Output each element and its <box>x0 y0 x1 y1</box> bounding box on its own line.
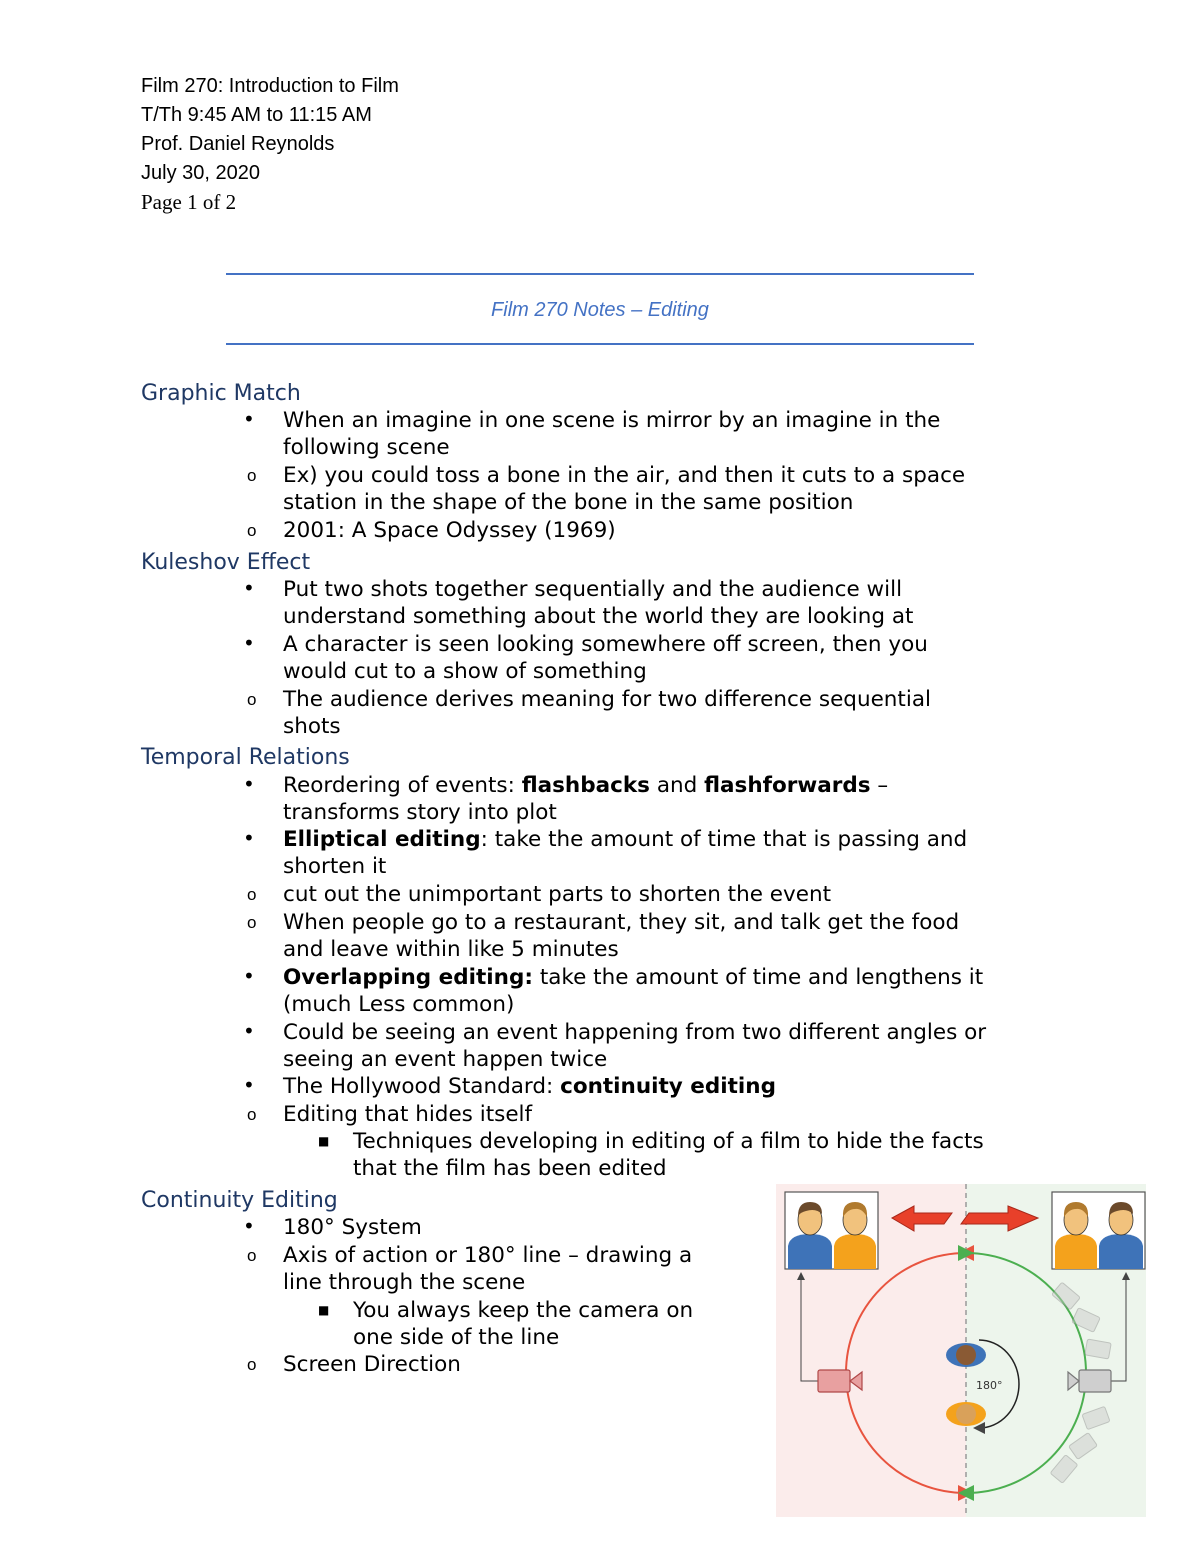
bullet-circle: o <box>247 466 257 485</box>
list-item: (much Less common) <box>283 992 515 1017</box>
title-rule-bottom <box>226 343 974 345</box>
bullet-circle: o <box>247 521 257 540</box>
list-item: station in the shape of the bone in the same position <box>283 490 854 515</box>
heading-continuity-editing: Continuity Editing <box>141 1188 338 1213</box>
bullet-circle: o <box>247 885 257 904</box>
list-item: 180° System <box>283 1215 422 1240</box>
list-item: Could be seeing an event happening from two different angles or <box>283 1020 987 1045</box>
angle-label: 180° <box>976 1379 1003 1392</box>
list-item: Ex) you could toss a bone in the air, and then it cuts to a space <box>283 463 966 488</box>
bullet-dot: • <box>243 1073 255 1097</box>
list-item: shots <box>283 714 341 739</box>
man-top-view-icon <box>946 1343 986 1367</box>
heading-graphic-match: Graphic Match <box>141 381 301 406</box>
list-item: Elliptical editing: take the amount of time that is passing and <box>283 827 968 852</box>
date: July 30, 2020 <box>141 162 260 184</box>
list-item: would cut to a show of something <box>283 659 647 684</box>
bullet-dot: • <box>243 631 255 655</box>
list-item: A character is seen looking somewhere off screen, then you <box>283 632 928 657</box>
bullet-circle: o <box>247 913 257 932</box>
list-item: When an imagine in one scene is mirror by an imagine in the <box>283 408 941 433</box>
list-item: 2001: A Space Odyssey (1969) <box>283 518 616 543</box>
bullet-dot: • <box>243 964 255 988</box>
list-item: one side of the line <box>353 1325 560 1350</box>
heading-kuleshov-effect: Kuleshov Effect <box>141 550 311 575</box>
professor-name: Prof. Daniel Reynolds <box>141 133 335 155</box>
list-item: that the film has been edited <box>353 1156 667 1181</box>
list-item: Techniques developing in editing of a film to hide the facts <box>353 1129 984 1154</box>
list-item: You always keep the camera on <box>353 1298 694 1323</box>
course-name: Film 270: Introduction to Film <box>141 75 399 97</box>
document-header <box>141 72 399 217</box>
class-schedule: T/Th 9:45 AM to 11:15 AM <box>141 104 372 126</box>
180-degree-rule-diagram <box>776 1184 1146 1517</box>
list-item: seeing an event happen twice <box>283 1047 608 1072</box>
bullet-circle: o <box>247 1355 257 1374</box>
bullet-dot: • <box>243 576 255 600</box>
list-item: cut out the unimportant parts to shorten the event <box>283 882 832 907</box>
document-title: Film 270 Notes – Editing <box>491 299 709 321</box>
list-item: and leave within like 5 minutes <box>283 937 619 962</box>
list-item: Editing that hides itself <box>283 1102 533 1127</box>
bullet-circle: o <box>247 1246 257 1265</box>
list-item: understand something about the world they are looking at <box>283 604 914 629</box>
bullet-dot: • <box>243 826 255 850</box>
heading-temporal-relations: Temporal Relations <box>141 745 350 770</box>
bullet-square: ■ <box>318 1134 330 1148</box>
bullet-dot: • <box>243 407 255 431</box>
list-item: Put two shots together sequentially and the audience will <box>283 577 903 602</box>
list-item: shorten it <box>283 854 387 879</box>
list-item: transforms story into plot <box>283 800 557 825</box>
page-number: Page 1 of 2 <box>141 190 237 214</box>
bullet-dot: • <box>243 772 255 796</box>
bullet-dot: • <box>243 1214 255 1238</box>
list-item: When people go to a restaurant, they sit, and talk get the food <box>283 910 960 935</box>
list-item: Overlapping editing: take the amount of time and lengthens it <box>283 965 984 990</box>
list-item: Axis of action or 180° line – drawing a <box>283 1243 693 1268</box>
woman-top-view-icon <box>946 1402 986 1426</box>
bullet-dot: • <box>243 1019 255 1043</box>
list-item: Screen Direction <box>283 1352 461 1377</box>
list-item: The audience derives meaning for two difference sequential <box>283 687 931 712</box>
list-item: Reordering of events: flashbacks and flashforwards – <box>283 773 889 798</box>
list-item: The Hollywood Standard: continuity editing <box>283 1074 776 1099</box>
bullet-circle: o <box>247 690 257 709</box>
title-rule-top <box>226 273 974 275</box>
bullet-square: ■ <box>318 1303 330 1317</box>
bullet-circle: o <box>247 1105 257 1124</box>
list-item: line through the scene <box>283 1270 526 1295</box>
list-item: following scene <box>283 435 450 460</box>
